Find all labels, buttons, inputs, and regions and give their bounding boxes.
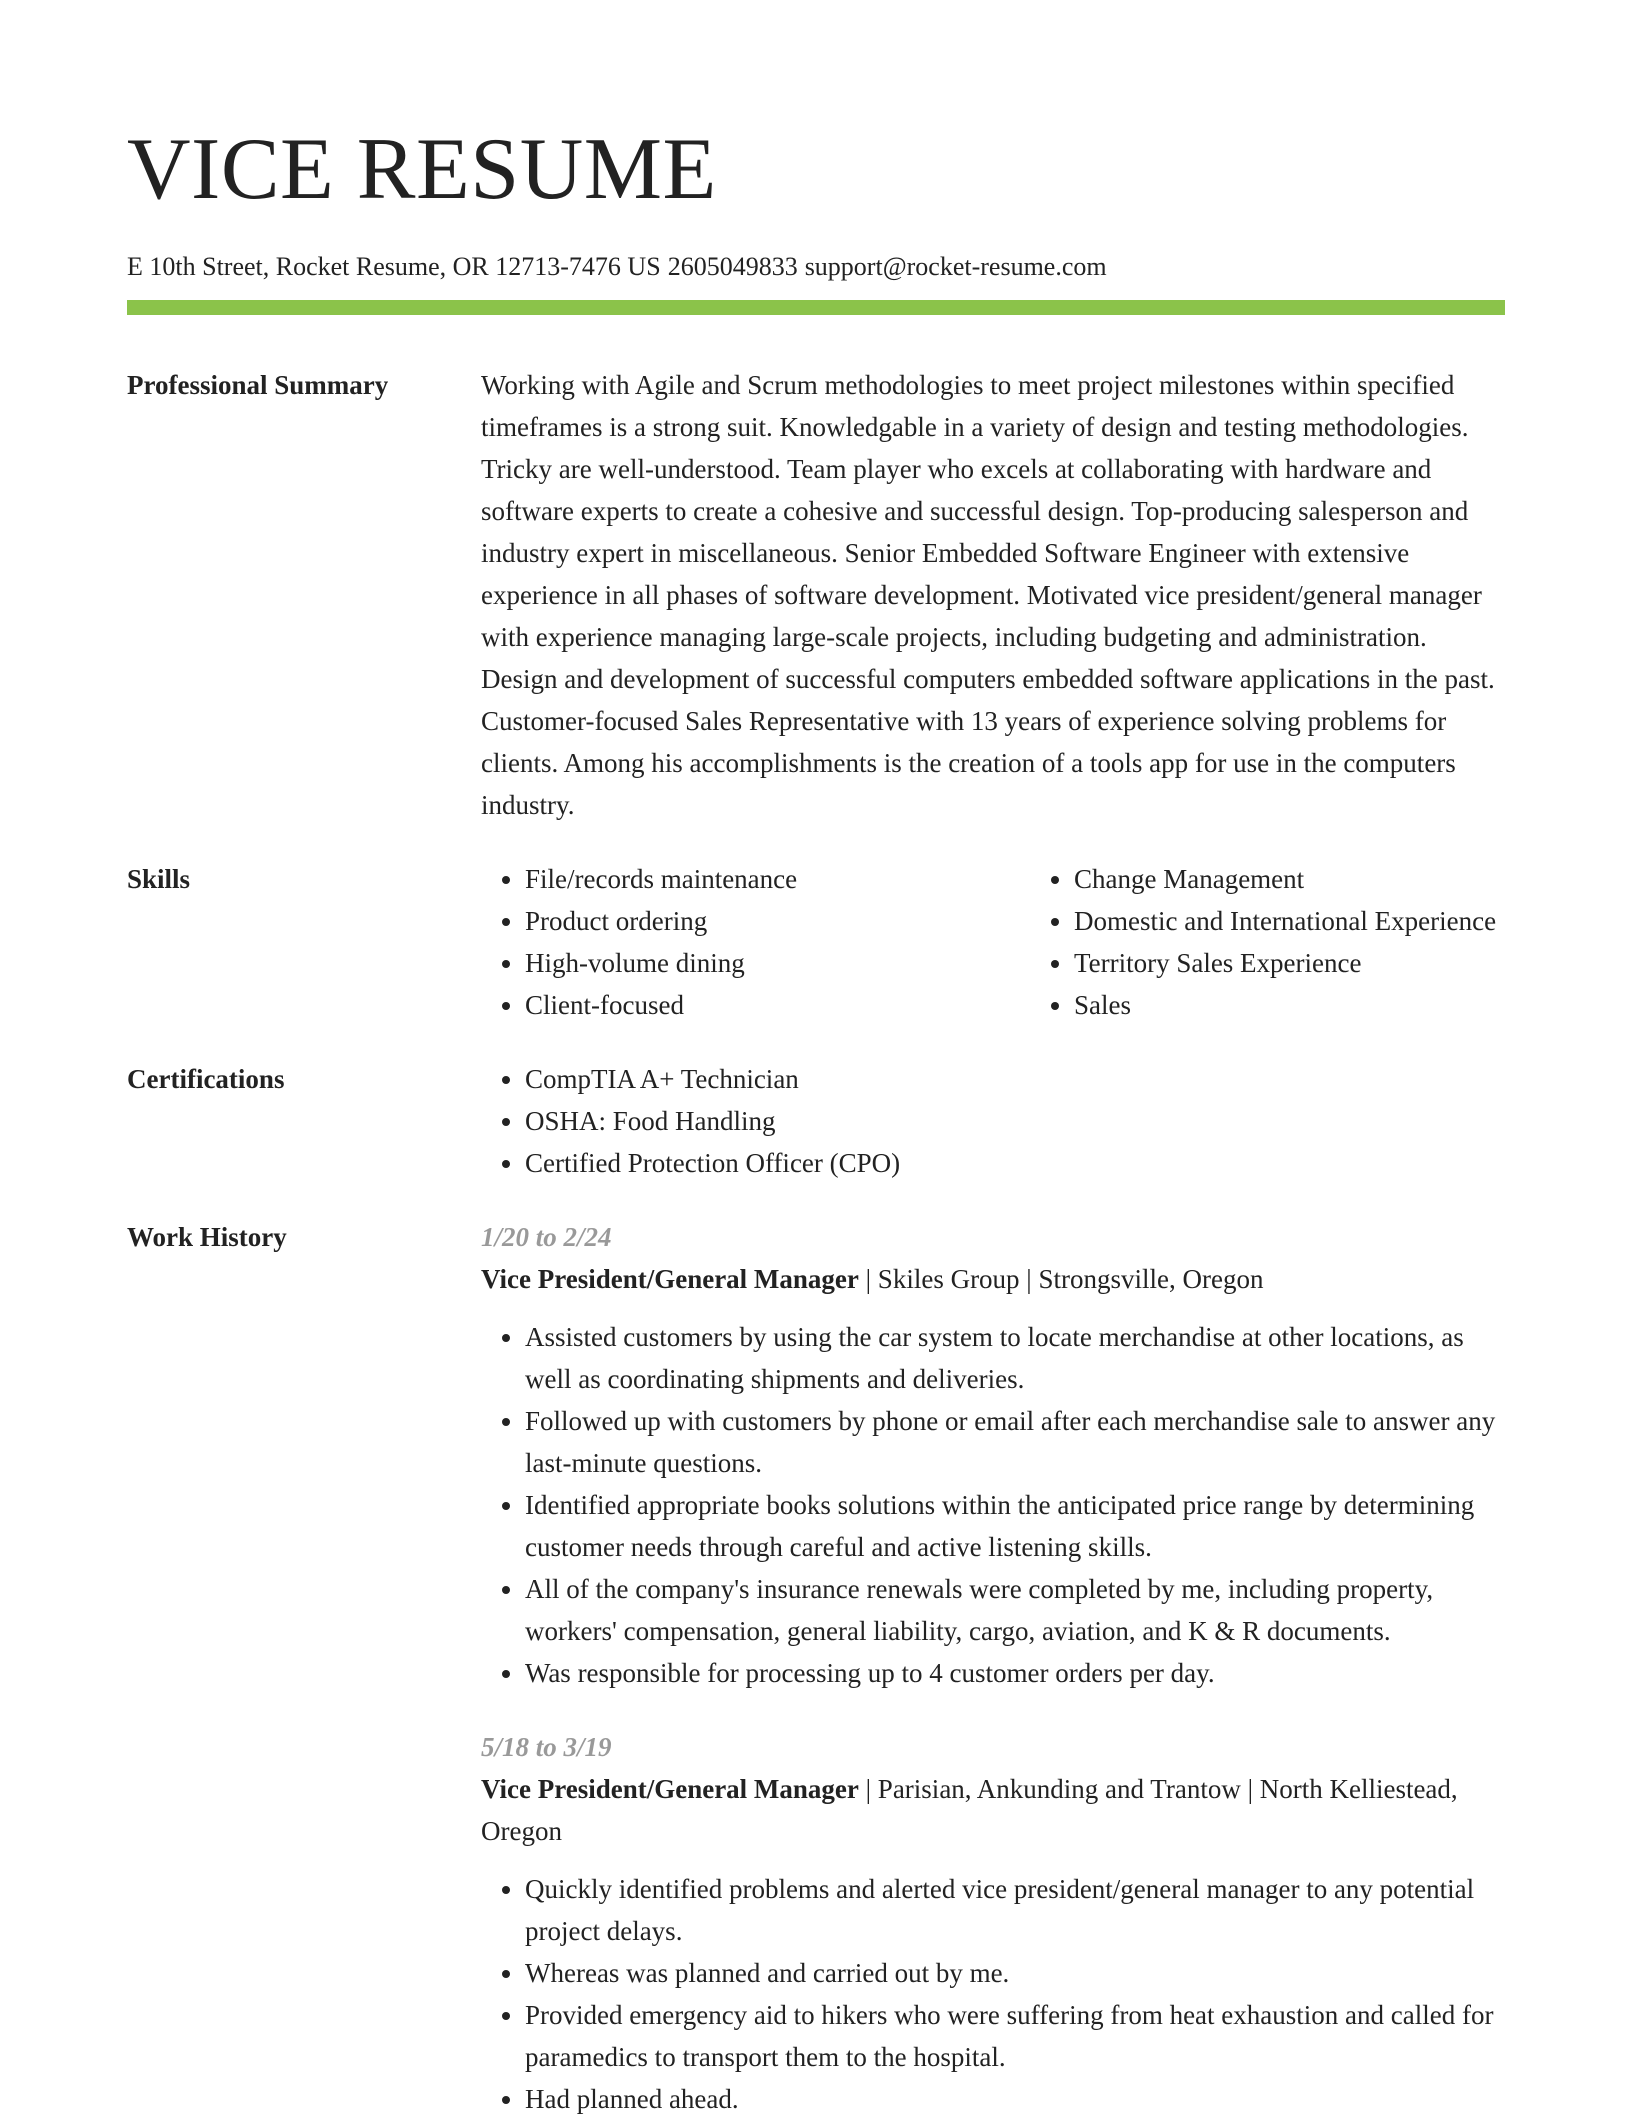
job-dates: 1/20 to 2/24 (481, 1222, 612, 1252)
phone: 2605049833 (667, 252, 798, 281)
skill-item: • Product ordering (525, 900, 985, 942)
skills-list-left (481, 858, 985, 1026)
responsibility-item: • Identified appropriate books solutions within the anticipated price range by determining customer needs through careful and active listening skills. (525, 1484, 1505, 1568)
job-entry (481, 1216, 1505, 1694)
skill-item: • Client-focused (525, 984, 985, 1026)
work-history-body (481, 1216, 1505, 2120)
responsibility-item: • Whereas was planned and carried out by me. (525, 1952, 1505, 1994)
address: E 10th Street, Rocket Resume, OR 12713-7476 US (127, 252, 661, 281)
section-heading-work-history: Work History (127, 1222, 287, 1252)
responsibility-item: • Was responsible for processing up to 4 customer orders per day. (525, 1652, 1505, 1694)
certification-item: • OSHA: Food Handling (525, 1100, 1505, 1142)
responsibility-item: • Had planned ahead. (525, 2078, 1505, 2120)
job-details: | Skiles Group | Strongsville, Oregon (858, 1264, 1264, 1294)
certification-item: • Certified Protection Officer (CPO) (525, 1142, 1505, 1184)
job-responsibilities (481, 1316, 1505, 1694)
email: support@rocket-resume.com (804, 252, 1107, 281)
job-responsibilities (481, 1868, 1505, 2120)
responsibility-item: • Provided emergency aid to hikers who were suffering from heat exhaustion and called for paramedics to transport them to the hospital. (525, 1994, 1505, 2078)
work-history-section (127, 1216, 1505, 2120)
responsibility-item: • Assisted customers by using the car system to locate merchandise at other locations, as well as coordinating shipments and deliveries. (525, 1316, 1505, 1400)
job-heading (481, 1258, 1505, 1300)
professional-summary-section (127, 364, 1505, 826)
job-details: | Parisian, Ankunding and Trantow | North Kelliestead, Oregon (481, 1774, 1458, 1846)
skills-section (127, 858, 1505, 1026)
contact-info (127, 250, 1505, 284)
section-heading-skills: Skills (127, 864, 191, 894)
skills-columns (481, 858, 1534, 1026)
certification-item: • CompTIA A+ Technician (525, 1058, 1505, 1100)
job-title: Vice President/General Manager (481, 1774, 859, 1804)
skill-item: • File/records maintenance (525, 858, 985, 900)
job-heading (481, 1768, 1505, 1852)
skill-item: • Sales (1074, 984, 1534, 1026)
responsibility-item: • Quickly identified problems and alerted vice president/general manager to any potential project delays. (525, 1868, 1505, 1952)
summary-text: Working with Agile and Scrum methodologies to meet project milestones within specified timeframes is a strong suit. Knowledgable in a variety of design and testing methodologies. Tricky are well-understood. Team player who excels at collaborating with hardware and software experts to create a cohesive and successful design. Top-producing salesperson and industry expert in miscellaneous. Senior Embedded Software Engineer with extensive experience in all phases of software development. Motivated vice president/general manager with experience managing large-scale projects, including budgeting and administration. Design and development of successful computers embedded software applications in the past. Customer-focused Sales Representative with 13 years of experience solving problems for clients. Among his accomplishments is the creation of a tools app for use in the computers industry. (481, 370, 1495, 820)
section-heading-summary: Professional Summary (127, 370, 389, 400)
section-heading-certifications: Certifications (127, 1064, 285, 1094)
candidate-name: VICE RESUME (127, 121, 717, 218)
skill-item: • Change Management (1074, 858, 1534, 900)
skills-list-right (1030, 858, 1534, 1026)
header-divider (127, 300, 1505, 315)
skill-item: • Territory Sales Experience (1074, 942, 1534, 984)
responsibility-item: • Followed up with customers by phone or email after each merchandise sale to answer any last-minute questions. (525, 1400, 1505, 1484)
skill-item: • High-volume dining (525, 942, 985, 984)
certifications-body (481, 1058, 1505, 1184)
job-entry (481, 1726, 1505, 2120)
job-title: Vice President/General Manager (481, 1264, 859, 1294)
certifications-list (481, 1058, 1505, 1184)
skill-item: • Domestic and International Experience (1074, 900, 1534, 942)
responsibility-item: • All of the company's insurance renewals were completed by me, including property, workers' compensation, general liability, cargo, aviation, and K & R documents. (525, 1568, 1505, 1652)
certifications-section (127, 1058, 1505, 1184)
job-dates: 5/18 to 3/19 (481, 1732, 612, 1762)
